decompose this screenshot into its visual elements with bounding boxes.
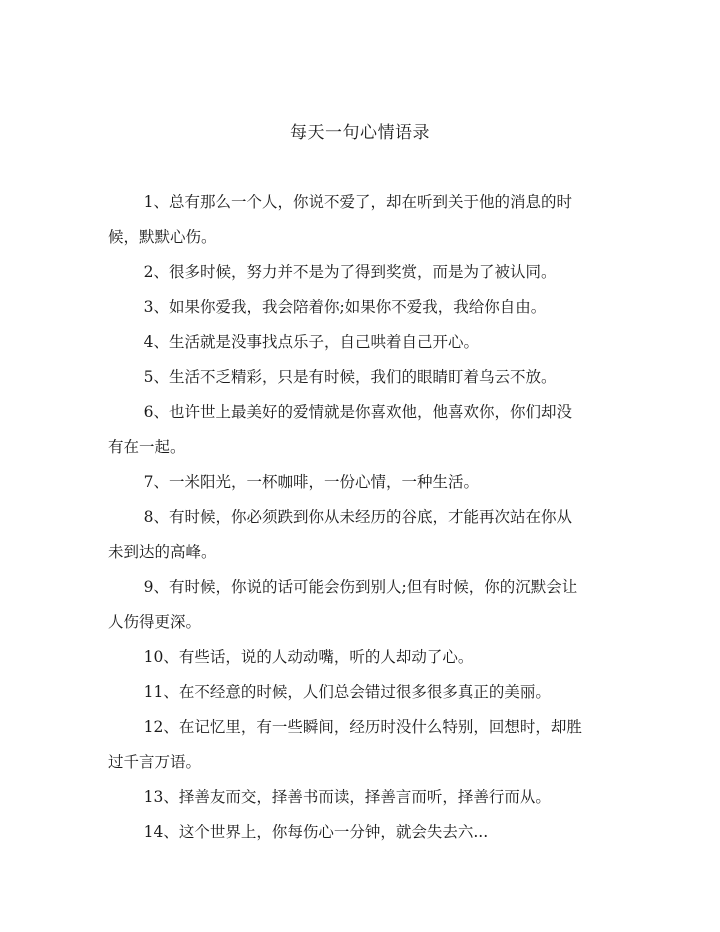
quote-line: 有在一起。 bbox=[108, 438, 186, 456]
quote-line: 人伤得更深。 bbox=[108, 613, 202, 631]
quote-line: 2、很多时候，努力并不是为了得到奖赏，而是为了被认同。 bbox=[143, 263, 557, 281]
quote-item-14 bbox=[108, 815, 610, 850]
quote-item-5 bbox=[108, 360, 610, 395]
quote-item-8 bbox=[108, 500, 610, 570]
quote-line: 8、有时候，你必须跌到你从未经历的谷底，才能再次站在你从 bbox=[143, 508, 573, 526]
quote-line: 未到达的高峰。 bbox=[108, 543, 217, 561]
quote-line: 4、生活就是没事找点乐子，自己哄着自己开心。 bbox=[143, 333, 480, 351]
quote-line: 13、择善友而交，择善书而读，择善言而听，择善行而从。 bbox=[143, 788, 551, 806]
quote-line: 候，默默心伤。 bbox=[108, 228, 217, 246]
quote-line: 9、有时候，你说的话可能会伤到别人;但有时候，你的沉默会让 bbox=[143, 578, 578, 596]
quote-item-7 bbox=[108, 465, 610, 500]
quote-list bbox=[108, 185, 610, 850]
quote-line: 12、在记忆里，有一些瞬间，经历时没什么特别，回想时，却胜 bbox=[143, 718, 582, 736]
quote-item-1 bbox=[108, 185, 610, 255]
quote-line: 6、也许世上最美好的爱情就是你喜欢他，他喜欢你，你们却没 bbox=[143, 403, 573, 421]
quote-item-6 bbox=[108, 395, 610, 465]
quote-item-10 bbox=[108, 640, 610, 675]
document-title: 每天一句心情语录 bbox=[290, 123, 430, 143]
quote-item-13 bbox=[108, 780, 610, 815]
quote-item-11 bbox=[108, 675, 610, 710]
quote-line: 过千言万语。 bbox=[108, 753, 202, 771]
quote-item-2 bbox=[108, 255, 610, 290]
quote-item-4 bbox=[108, 325, 610, 360]
quote-item-12 bbox=[108, 710, 610, 780]
quote-item-9 bbox=[108, 570, 610, 640]
quote-line: 10、有些话，说的人动动嘴，听的人却动了心。 bbox=[143, 648, 474, 666]
quote-line: 3、如果你爱我，我会陪着你;如果你不爱我，我给你自由。 bbox=[143, 298, 547, 316]
quote-line: 14、这个世界上，你每伤心一分钟，就会失去六... bbox=[143, 823, 489, 841]
quote-line: 5、生活不乏精彩，只是有时候，我们的眼睛盯着乌云不放。 bbox=[143, 368, 557, 386]
quote-line: 11、在不经意的时候，人们总会错过很多很多真正的美丽。 bbox=[143, 683, 551, 701]
quote-line: 1、总有那么一个人，你说不爱了，却在听到关于他的消息的时 bbox=[143, 193, 573, 211]
quote-line: 7、一米阳光，一杯咖啡，一份心情，一种生活。 bbox=[143, 473, 480, 491]
quote-item-3 bbox=[108, 290, 610, 325]
